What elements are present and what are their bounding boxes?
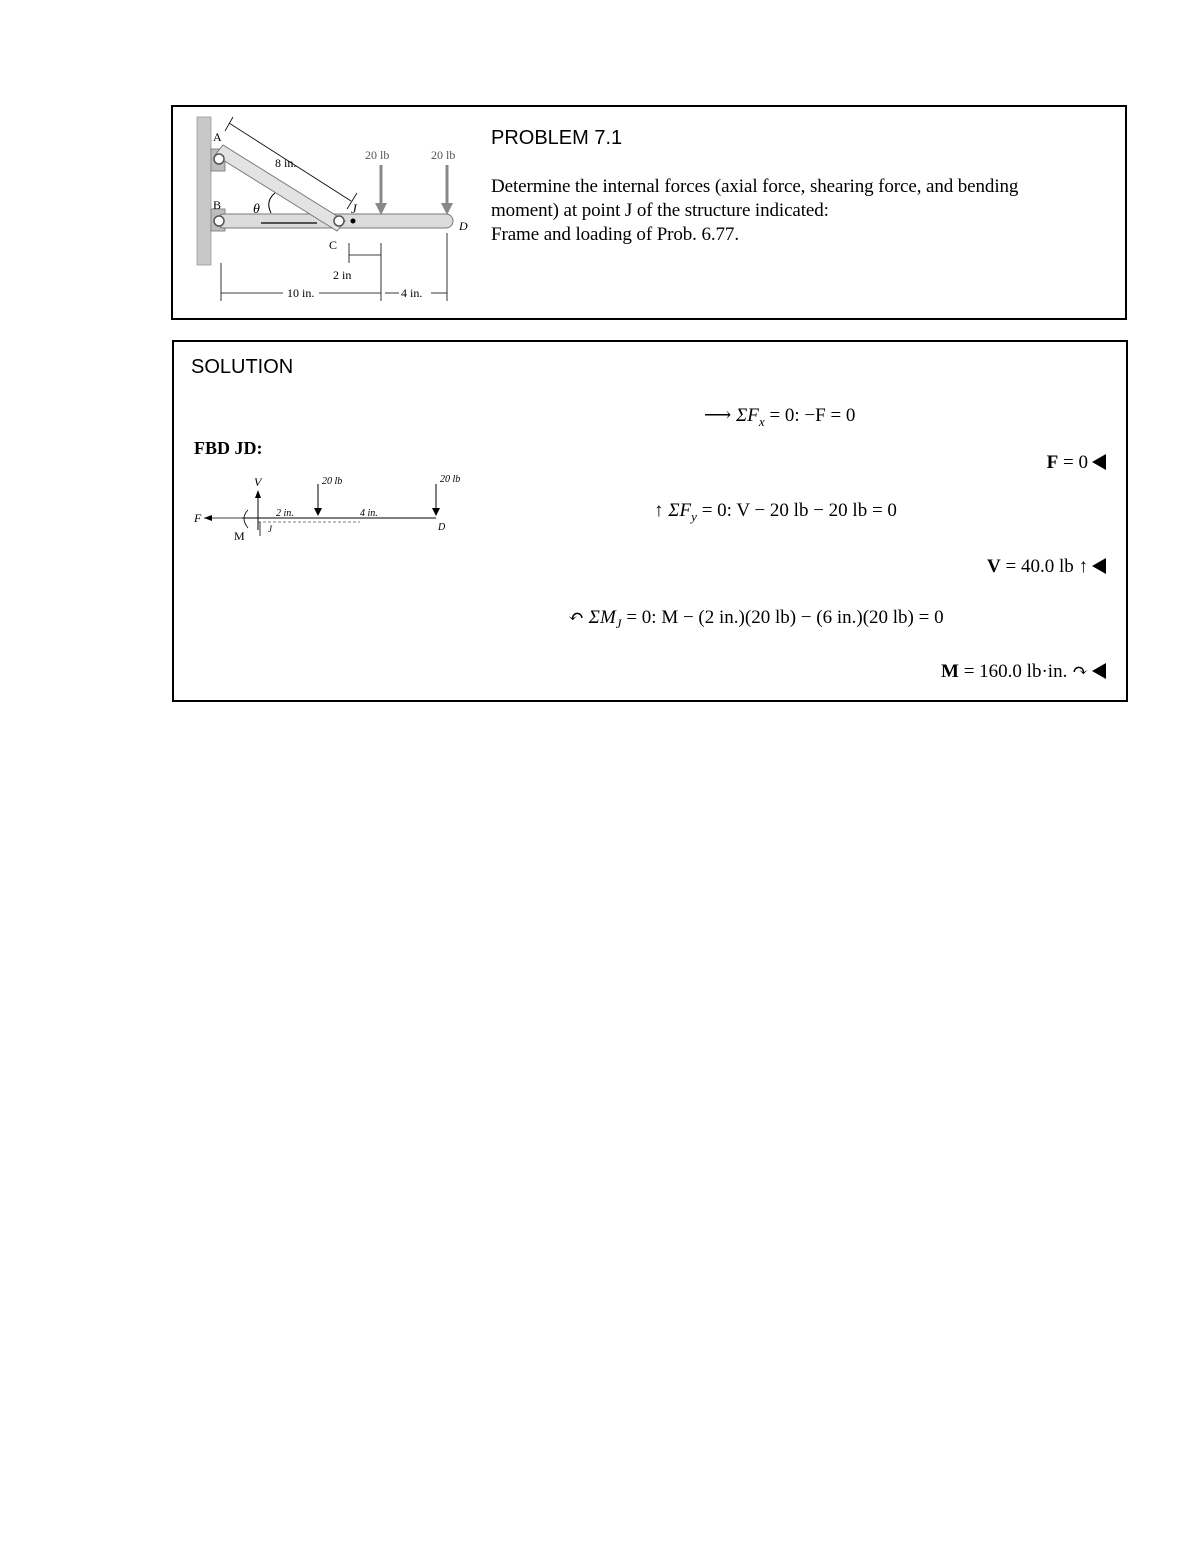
problem-line-1: Determine the internal forces (axial force, shearing force, and bending	[491, 176, 1019, 197]
frame-figure	[191, 113, 481, 313]
problem-title: PROBLEM 7.1	[491, 127, 623, 149]
fbd-figure	[190, 470, 480, 550]
theta-arc	[269, 193, 275, 213]
fig-label-b: B	[213, 198, 222, 212]
fig-label-d: D	[459, 219, 468, 233]
fbd-load2: 20 lb	[440, 474, 461, 485]
right-arrow-icon: ⟶	[704, 405, 732, 426]
fig-dim-10in: 10 in.	[287, 286, 315, 300]
solution-box	[172, 340, 1128, 702]
result-m: M = 160.0 lb·in. ↷	[941, 660, 1106, 683]
fig-dim-8in: 8 in.	[275, 156, 297, 170]
wall	[197, 117, 211, 265]
pin-b	[214, 216, 224, 226]
fbd-label-d: D	[438, 522, 446, 533]
answer-marker-icon	[1092, 558, 1106, 574]
point-j	[351, 219, 356, 224]
equation-sum-mj: ↶ $\Sigma M_J = 0$: M − (2 in.)(20 lb) − (6 in.)(20 lb) = 0	[568, 607, 944, 631]
pin-a	[214, 154, 224, 164]
fbd-label-v: V	[254, 475, 262, 489]
up-arrow-icon: ↑	[1078, 556, 1088, 577]
problem-box	[171, 105, 1127, 320]
fig-label-a: A	[213, 130, 222, 144]
ccw-arrow-icon: ↶	[568, 607, 584, 628]
up-arrow-icon: ↑	[654, 500, 664, 521]
cw-arrow-icon: ↷	[1072, 661, 1088, 682]
result-v: V = 40.0 lb ↑	[987, 556, 1106, 578]
fig-label-theta: θ	[253, 202, 260, 217]
fbd-label-j: J	[268, 524, 272, 534]
fbd-label: FBD JD:	[194, 438, 263, 458]
fig-dim-2in: 2 in	[333, 268, 352, 282]
fbd-dim-4in: 4 in.	[360, 508, 378, 519]
answer-marker-icon	[1092, 454, 1106, 470]
pin-c	[334, 216, 344, 226]
equation-sum-fx: ⟶ $\Sigma F_x = 0$: −F = 0	[704, 405, 856, 429]
fbd-dim-2in: 2 in.	[276, 508, 294, 519]
fbd-label-m: M	[234, 529, 245, 543]
fig-label-c: C	[329, 238, 338, 252]
fig-dim-4in: 4 in.	[401, 286, 423, 300]
problem-line-2: moment) at point J of the structure indicated:	[491, 200, 829, 221]
fbd-label-f: F	[194, 511, 202, 525]
problem-line-3: Frame and loading of Prob. 6.77.	[491, 224, 739, 245]
fig-label-j: J	[351, 201, 357, 216]
answer-marker-icon	[1092, 663, 1106, 679]
equation-sum-fy: ↑ $\Sigma F_y = 0$: V − 20 lb − 20 lb = 0	[654, 500, 897, 524]
fbd-load1: 20 lb	[322, 476, 343, 487]
solution-title: SOLUTION	[191, 356, 294, 378]
fig-load2: 20 lb	[431, 148, 456, 162]
fig-load1: 20 lb	[365, 148, 390, 162]
result-f: F = 0	[1047, 452, 1106, 474]
